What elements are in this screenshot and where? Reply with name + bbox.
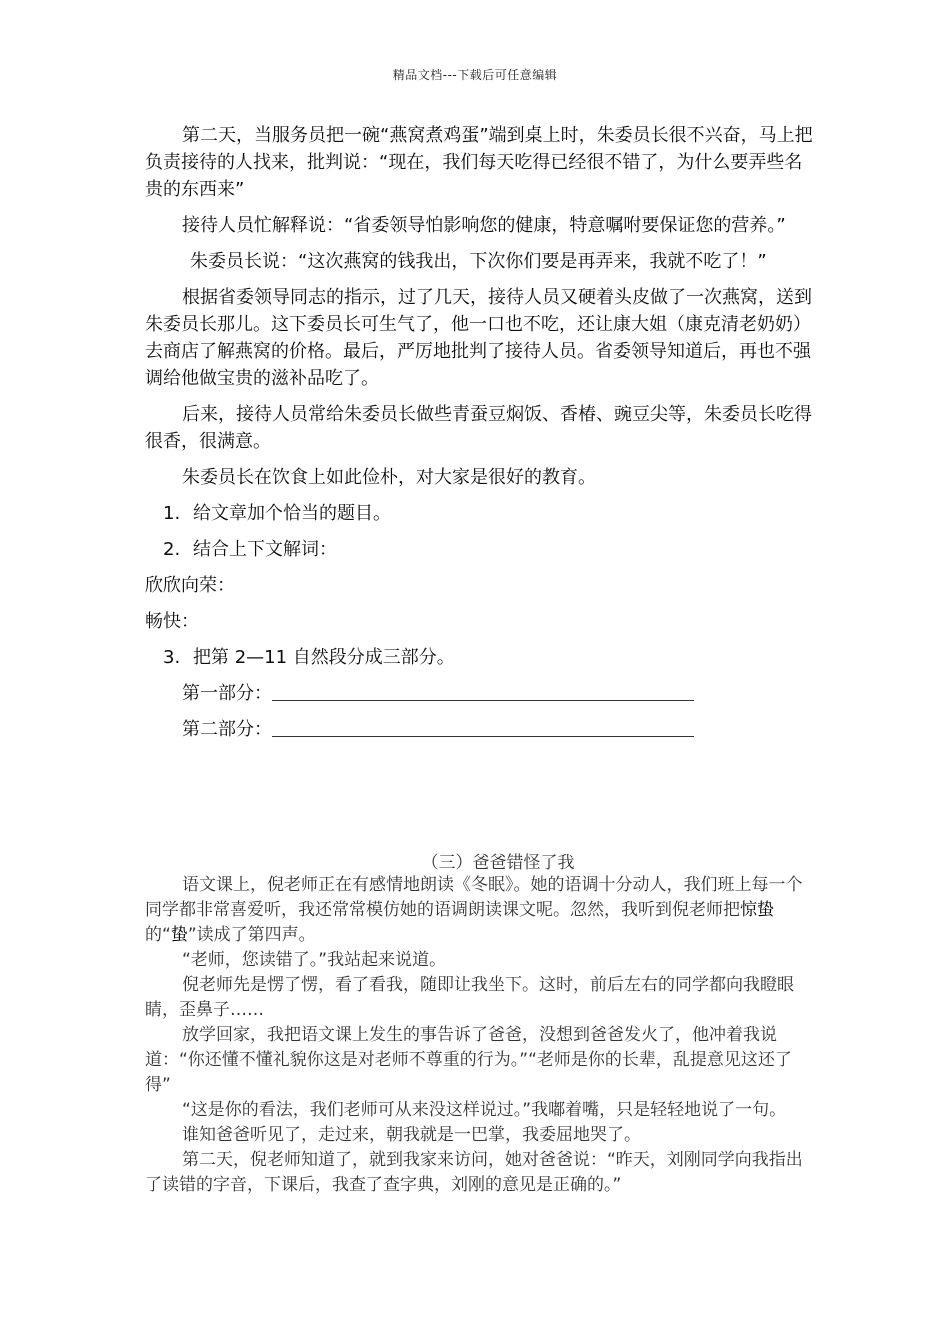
paragraph: 后来，接待人员常给朱委员长做些青蚕豆焖饭、香椿、豌豆尖等，朱委员长吃得很香，很满意。 <box>145 404 812 452</box>
question-number: 1. <box>163 503 181 524</box>
question-2 <box>145 536 815 563</box>
highlighted-word: 惊蛰 <box>740 900 774 920</box>
answer-line-part-1 <box>145 680 815 707</box>
answer-blank[interactable] <box>272 682 694 701</box>
paragraph-text: ”读成了第四声。 <box>187 925 316 945</box>
paragraph: 倪老师先是愣了愣，看了看我，随即让我坐下。这时，前后左右的同学都向我瞪眼睛，歪鼻子…… <box>145 975 794 1020</box>
passage-one <box>145 122 815 752</box>
paragraph: 放学回家，我把语文课上发生的事告诉了爸爸，没想到爸爸发火了，他冲着我说道：“你还懂不懂礼貌你这是对老师不尊重的行为。”“老师是你的长辈，乱提意见这还了得” <box>145 1025 792 1095</box>
word-prompt: 欣欣向荣： <box>145 575 235 596</box>
part-label: 第二部分： <box>182 719 272 740</box>
answer-line-part-2 <box>145 716 815 743</box>
paragraph: 根据省委领导同志的指示，过了几天，接待人员又硬着头皮做了一次燕窝，送到朱委员长那儿。这下委员长可生气了，他一口也不吃，还让康大姐（康克清老奶奶）去商店了解燕窝的价格。最后，严厉地批判了接待人员。省委领导知道后，再也不强调给他做宝贵的滋补品吃了。 <box>145 287 812 389</box>
question-text: 把第 2—11 自然段分成三部分。 <box>193 647 455 668</box>
passage-three <box>145 873 810 1198</box>
part-label: 第一部分： <box>182 683 272 704</box>
paragraph: 接待人员忙解释说：“省委领导怕影响您的健康，特意嘱咐要保证您的营养。” <box>182 215 786 236</box>
paragraph <box>145 873 810 948</box>
page-header: 精品文档---下载后可任意编辑 <box>392 68 558 82</box>
question-text: 给文章加个恰当的题目。 <box>193 503 391 524</box>
paragraph: “这是你的看法，我们老师可从来没这样说过。”我嘟着嘴，只是轻轻地说了一句。 <box>182 1100 787 1120</box>
story-title: （三）爸爸错怪了我 <box>421 853 575 873</box>
paragraph: 谁知爸爸听见了，走过来，朝我就是一巴掌，我委屈地哭了。 <box>182 1125 641 1145</box>
paragraph-text: 的“ <box>145 925 171 945</box>
paragraph: 朱委员长在饮食上如此俭朴，对大家是很好的教育。 <box>182 467 596 488</box>
question-number: 2. <box>163 539 181 560</box>
paragraph: 第二天，倪老师知道了，就到我家来访问，她对爸爸说：“昨天，刘刚同学向我指出了读错的字音，下课后，我查了查字典，刘刚的意见是正确的。” <box>145 1150 803 1195</box>
answer-blank[interactable] <box>272 718 694 737</box>
paragraph: 第二天，当服务员把一碗“燕窝煮鸡蛋”端到桌上时，朱委员长很不兴奋，马上把负责接待的人找来，批判说：“现在，我们每天吃得已经很不错了，为什么要弄些名贵的东西来” <box>145 125 813 200</box>
highlighted-word: 蛰 <box>170 925 188 945</box>
question-number: 3. <box>163 647 181 668</box>
question-1 <box>145 500 815 527</box>
word-prompt: 畅快： <box>145 611 199 632</box>
question-3 <box>145 644 815 671</box>
paragraph: “老师，您读错了。”我站起来说道。 <box>182 950 447 970</box>
question-text: 结合上下文解词： <box>193 539 337 560</box>
paragraph-text: 语文课上，倪老师正在有感情地朗读《冬眠》。她的语调十分动人，我们班上每一个同学都非常喜爱听，我还常常模仿她的语调朗读课文呢。忽然，我听到倪老师把 <box>145 875 803 920</box>
paragraph: 朱委员长说：“这次燕窝的钱我出，下次你们要是再弄来，我就不吃了！” <box>190 251 767 272</box>
